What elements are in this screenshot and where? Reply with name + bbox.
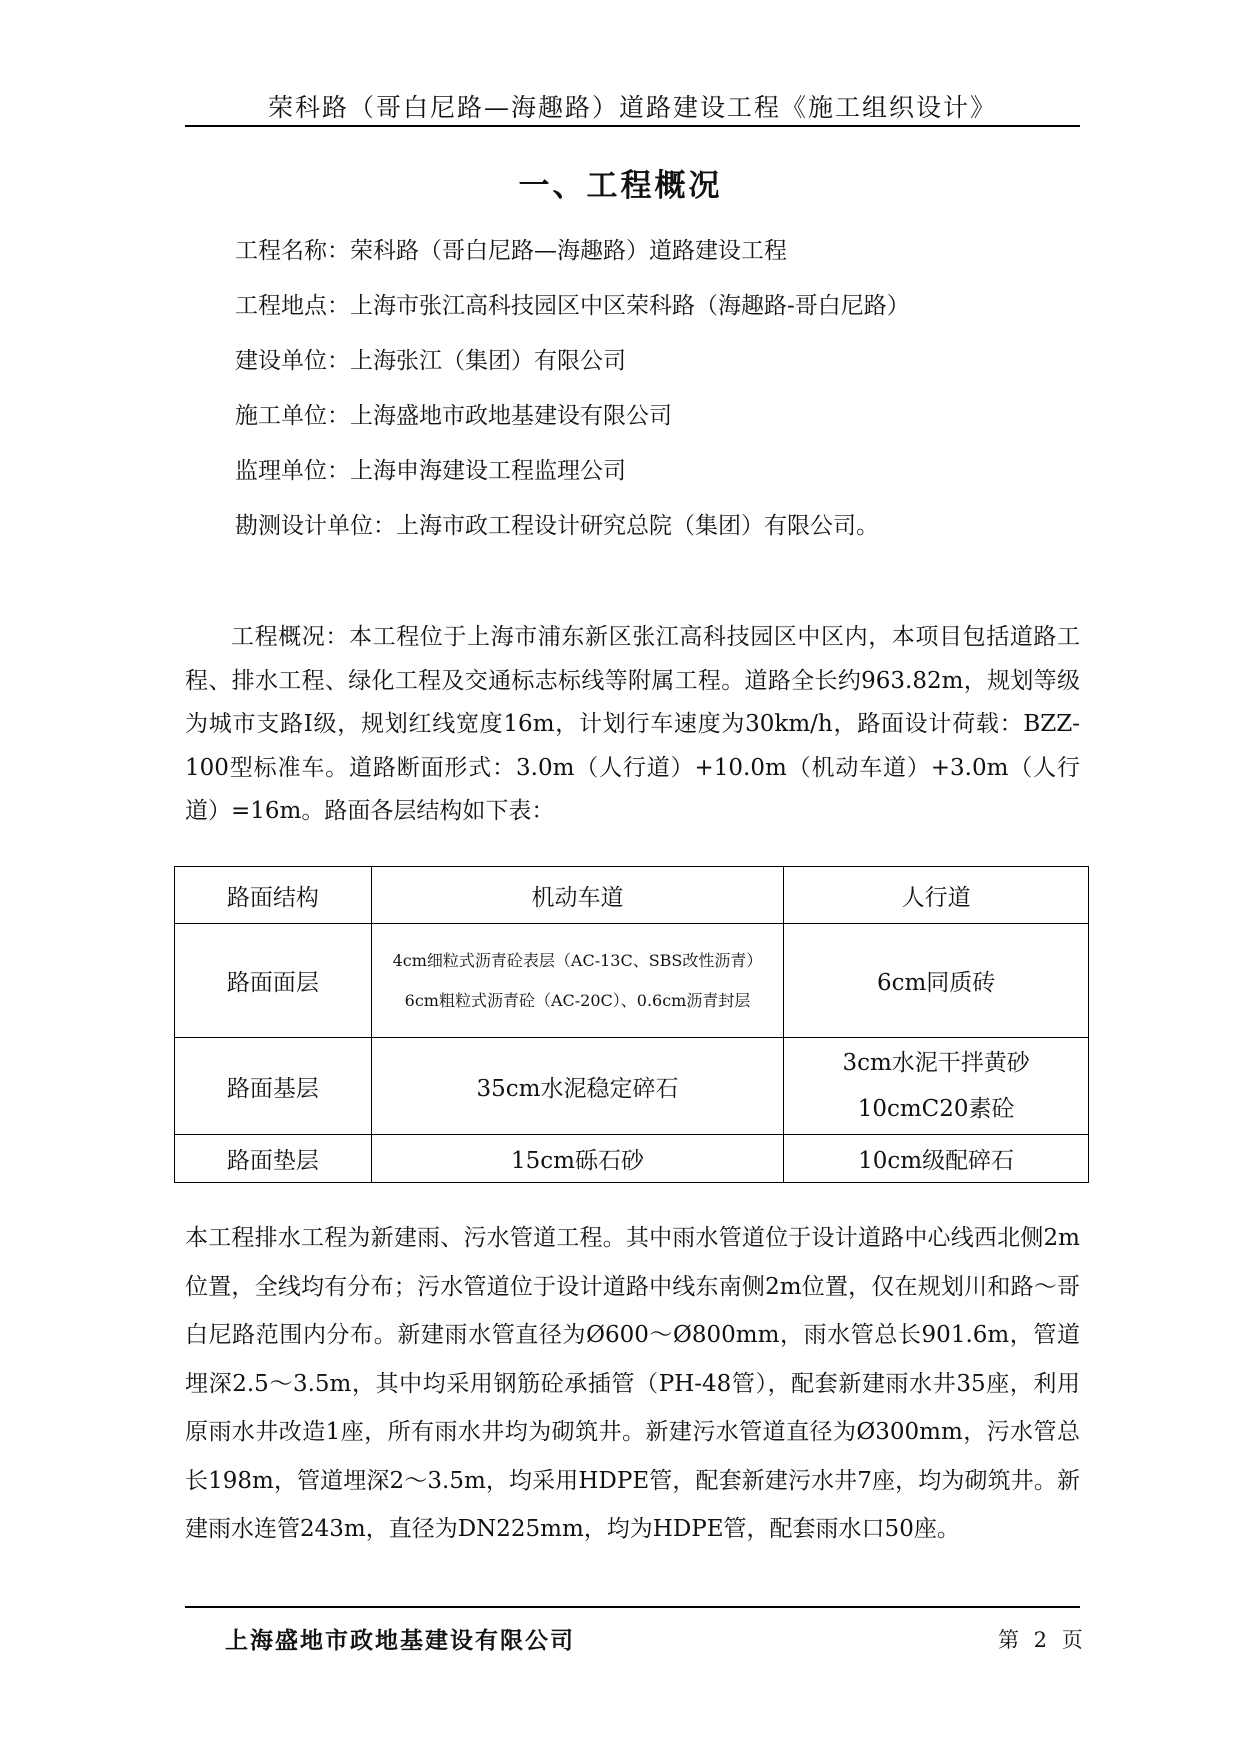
project-location-line bbox=[235, 287, 910, 320]
project-location-label: 工程地点： bbox=[235, 293, 350, 319]
base-motor-cell: 35cm水泥稳定碎石 bbox=[371, 1038, 784, 1135]
overview-paragraph bbox=[185, 616, 1080, 834]
project-name-label: 工程名称： bbox=[235, 238, 350, 264]
drainage-paragraph: 本工程排水工程为新建雨、污水管道工程。其中雨水管道位于设计道路中心线西北侧2m位置，全线均有分布；污水管道位于设计道路中线东南侧2m位置，仅在规划川和路～哥白尼路范围内分布。新建雨水管直径为Ø600～Ø800mm，雨水管总长901.6m，管道埋深2.5～3.5m，其中均采用钢筋砼承插管（PH-48管），配套新建雨水井35座，利用原雨水井改造1座，所有雨水井均为砌筑井。新建污水管道直径为Ø300mm，污水管总长198m，管道埋深2～3.5m，均采用HDPE管，配套新建污水井7座，均为砌筑井。新建雨水连管243m，直径为DN225mm，均为HDPE管，配套雨水口50座。 bbox=[185, 1225, 1080, 1542]
owner-label: 建设单位： bbox=[235, 348, 350, 374]
contractor-label: 施工单位： bbox=[235, 403, 350, 429]
project-name-line bbox=[235, 232, 787, 265]
base-walk-line-1: 3cm水泥干拌黄砂 bbox=[842, 1050, 1030, 1076]
table-row bbox=[175, 924, 1089, 1038]
section-title: 一、工程概况 bbox=[518, 168, 723, 204]
header-structure: 路面结构 bbox=[175, 867, 372, 924]
overview-text: 工程概况：本工程位于上海市浦东新区张江高科技园区中区内，本项目包括道路工程、排水工程、绿化工程及交通标志标线等附属工程。道路全长约963.82m，规划等级为城市支路Ⅰ级，规划红线宽度16m，计划行车速度为30km/h，路面设计荷载：BZZ-100型标准车。道路断面形式：3.0m（人行道）+10.0m（机动车道）+3.0m（人行道）=16m。路面各层结构如下表： bbox=[185, 624, 1080, 824]
surface-motor-cell bbox=[371, 924, 784, 1038]
owner-value: 上海张江（集团）有限公司 bbox=[350, 348, 626, 374]
footer-company: 上海盛地市政地基建设有限公司 bbox=[225, 1628, 575, 1654]
surface-motor-line-1: 4cm细粒式沥青砼表层（AC-13C、SBS改性沥青） bbox=[392, 950, 763, 970]
table-header-row bbox=[175, 867, 1089, 924]
designer-value: 上海市政工程设计研究总院（集团）有限公司。 bbox=[396, 513, 879, 539]
footer-rule bbox=[185, 1606, 1080, 1608]
page-number: 第 2 页 bbox=[998, 1628, 1087, 1652]
page-header: 荣科路（哥白尼路—海趣路）道路建设工程《施工组织设计》 bbox=[267, 93, 997, 122]
designer-label: 勘测设计单位： bbox=[235, 513, 396, 539]
layer-base: 路面基层 bbox=[175, 1038, 372, 1135]
header-sidewalk: 人行道 bbox=[784, 867, 1089, 924]
base-walk-line-2: 10cmC20素砼 bbox=[857, 1096, 1015, 1122]
supervisor-value: 上海申海建设工程监理公司 bbox=[350, 458, 626, 484]
header-motor-lane: 机动车道 bbox=[371, 867, 784, 924]
header-rule bbox=[185, 125, 1080, 127]
project-location-value: 上海市张江高科技园区中区荣科路（海趣路-哥白尼路） bbox=[350, 293, 910, 319]
table-row bbox=[175, 1135, 1089, 1183]
surface-walk-cell: 6cm同质砖 bbox=[784, 924, 1089, 1038]
contractor-value: 上海盛地市政地基建设有限公司 bbox=[350, 403, 672, 429]
project-name-value: 荣科路（哥白尼路—海趣路）道路建设工程 bbox=[350, 238, 787, 264]
subbase-walk-cell: 10cm级配碎石 bbox=[784, 1135, 1089, 1183]
layer-subbase: 路面垫层 bbox=[175, 1135, 372, 1183]
base-walk-cell bbox=[784, 1038, 1089, 1135]
layer-surface: 路面面层 bbox=[175, 924, 372, 1038]
table-row bbox=[175, 1038, 1089, 1135]
owner-line bbox=[235, 342, 626, 375]
surface-motor-line-2: 6cm粗粒式沥青砼（AC-20C）、0.6cm沥青封层 bbox=[404, 990, 751, 1010]
subbase-motor-cell: 15cm砾石砂 bbox=[371, 1135, 784, 1183]
pavement-structure-table bbox=[174, 866, 1089, 1183]
supervisor-label: 监理单位： bbox=[235, 458, 350, 484]
supervisor-line bbox=[235, 452, 626, 485]
designer-line bbox=[235, 507, 879, 540]
contractor-line bbox=[235, 397, 672, 430]
